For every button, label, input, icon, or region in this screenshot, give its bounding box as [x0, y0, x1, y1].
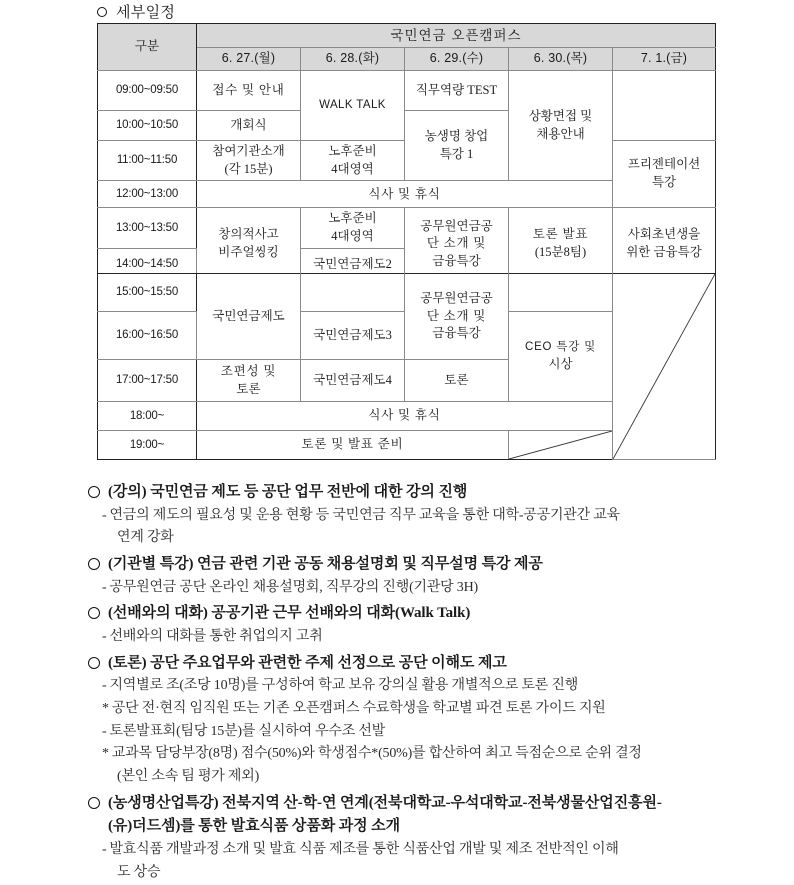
note-sub-item — [88, 505, 788, 528]
cell-line: 채용안내 — [536, 126, 585, 141]
time-cell: 14:00~14:50 — [98, 248, 197, 280]
note-heading-text: (기관별 특강) 연금 관련 기관 공동 채용설명회 및 직무설명 특강 제공 — [108, 556, 543, 573]
cell-line: 단 소개 및 — [426, 236, 487, 251]
note-block — [88, 602, 788, 648]
note-sub-text: 교과목 담당부장(8명) 점수(50%)와 학생점수*(50%)를 합산하여 최고 득점순으로 순위 결정 — [111, 746, 642, 762]
note-heading — [88, 553, 788, 577]
note-sub-text: 공단 전·현직 임직원 또는 기존 오픈캠퍼스 수료학생을 학교별 파견 토론 가이드 지원 — [111, 701, 606, 717]
note-sub-text: 선배와의 대화를 통한 취업의지 고취 — [109, 629, 323, 645]
note-sub-item — [88, 743, 788, 766]
cell-line: 상황면접 및 — [528, 108, 593, 123]
time-cell: 17:00~17:50 — [98, 360, 197, 402]
cell-line: 농생명 창업 — [424, 128, 489, 143]
cell-line: 사회초년생을 — [627, 227, 701, 242]
cell-line: 노후준비 — [328, 211, 377, 226]
cell-line: (각 15분) — [224, 161, 273, 176]
cell-tue-1700: 국민연금제도4 — [301, 360, 405, 402]
cell-line: 4대영역 — [331, 161, 374, 176]
cell-wed-1300 — [405, 208, 509, 281]
cell-line: 금융특강 — [432, 254, 481, 269]
header-cell-day-wed: 6. 29.(수) — [405, 48, 509, 71]
header-cell-day-tue: 6. 28.(화) — [301, 48, 405, 71]
note-sub-item — [88, 577, 788, 600]
cell-thu-1600 — [509, 312, 613, 402]
cell-wed-1100 — [405, 110, 509, 181]
cell-thu-situation — [509, 70, 613, 181]
time-cell: 15:00~15:50 — [98, 274, 197, 312]
header-cell-day-thu: 6. 30.(목) — [509, 48, 613, 71]
cell-wed-1700: 토론 — [405, 360, 509, 402]
time-cell: 19:00~ — [98, 431, 197, 460]
header-cell-division: 구분 — [98, 24, 197, 71]
cell-tue-1600: 국민연금제도3 — [301, 312, 405, 360]
cell-dinner-break: 식사 및 휴식 — [197, 402, 613, 431]
section-heading — [97, 1, 175, 22]
cell-discussion-prep: 토론 및 발표 준비 — [197, 431, 509, 460]
note-heading — [88, 652, 788, 676]
circle-bullet-icon — [97, 7, 107, 17]
schedule-table-afternoon — [97, 273, 716, 460]
note-heading-line2: (유)더드셈)를 통한 발효식품 상품화 과정 소개 — [108, 818, 400, 835]
cell-mon-1100 — [197, 140, 301, 181]
note-sub-text: 발효식품 개발과정 소개 및 발효 식품 제조를 통한 식품산업 개발 및 제조 전반적인 이해 — [109, 842, 619, 858]
cell-line: 공무원연금공 — [420, 218, 493, 233]
dash-marker-icon: - — [102, 579, 107, 595]
asterisk-marker-icon: * — [102, 701, 109, 717]
cell-mon-0900: 접수 및 안내 — [197, 70, 301, 110]
circle-bullet-icon — [88, 558, 100, 570]
dash-marker-icon: - — [102, 723, 107, 739]
cell-thu-1300 — [509, 208, 613, 281]
diagonal-strike-icon — [509, 431, 612, 459]
note-block — [88, 553, 788, 599]
cell-lunch-break: 식사 및 휴식 — [197, 181, 613, 208]
schedule-table-morning — [97, 23, 716, 282]
table-header-row-group — [98, 24, 716, 48]
cell-fri-empty-top — [613, 70, 716, 140]
note-sub-item — [88, 698, 788, 721]
cell-mon-1300 — [197, 208, 301, 281]
note-block — [88, 792, 788, 885]
table-row — [98, 274, 716, 312]
cell-mon-1700 — [197, 360, 301, 402]
dash-marker-icon: - — [102, 507, 107, 523]
cell-line: 특강 — [651, 175, 677, 190]
note-block — [88, 652, 788, 789]
cell-line: 노후준비 — [328, 143, 377, 158]
note-heading-text: (강의) 국민연금 제도 등 공단 업무 전반에 대한 강의 진행 — [108, 484, 468, 500]
cell-line: 비주얼씽킹 — [218, 245, 279, 260]
circle-bullet-icon — [88, 607, 100, 619]
cell-line: 위한 금융특강 — [626, 245, 702, 260]
header-cell-group-title: 국민연금 오픈캠퍼스 — [197, 24, 716, 48]
cell-mon-1000: 개회식 — [197, 110, 301, 140]
cell-line: 시상 — [548, 356, 573, 371]
cell-line: 참여기관소개 — [212, 143, 285, 158]
section-heading-label: 세부일정 — [116, 5, 176, 21]
note-sub-item — [88, 721, 788, 744]
diagonal-strike-icon — [613, 274, 715, 459]
note-heading-text: (선배와의 대화) 공공기관 근무 선배와의 대화(Walk Talk) — [108, 605, 471, 622]
cell-tue-1300 — [301, 208, 405, 249]
cell-line: 단 소개 및 — [426, 308, 487, 323]
note-heading — [88, 602, 788, 626]
cell-line: 특강 1 — [439, 146, 474, 161]
cell-tue-1400: 국민연금제도2 — [301, 248, 405, 280]
notes-list — [88, 478, 788, 885]
note-sub-text: 지역별로 조(조당 10명)를 구성하여 학교 보유 강의실 활용 개별적으로 토론 진행 — [109, 678, 579, 694]
cell-fri-presentation — [613, 140, 716, 208]
dash-marker-icon: - — [102, 678, 107, 694]
cell-tue-walk-talk: WALK TALK — [301, 70, 405, 140]
note-sub-text: 연금의 제도의 필요성 및 운용 현황 등 국민연금 직무 교육을 통한 대학-공공기관간 교육 — [109, 507, 620, 523]
note-continuation: 연계 강화 — [117, 530, 174, 546]
cell-line: 창의적사고 — [218, 227, 279, 242]
note-heading-text: (토론) 공단 주요업무와 관련한 주제 선정으로 공단 이해도 제고 — [108, 654, 507, 671]
circle-bullet-icon — [88, 486, 100, 498]
cell-thu-1500-empty — [509, 274, 613, 312]
cell-tue-1100 — [301, 140, 405, 181]
time-cell: 09:00~09:50 — [98, 70, 197, 110]
time-cell: 18:00~ — [98, 402, 197, 431]
time-cell: 11:00~11:50 — [98, 140, 197, 181]
time-cell: 12:00~13:00 — [98, 181, 197, 208]
cell-line: 공무원연금공 — [420, 290, 493, 305]
cell-line: 프리젠테이션 — [627, 157, 701, 172]
time-cell: 16:00~16:50 — [98, 312, 197, 360]
note-sub-item — [88, 675, 788, 698]
note-sub-text: 토론발표회(팀당 15분)를 실시하여 우수조 선발 — [109, 723, 386, 739]
cell-line: CEO 특강 및 — [524, 341, 597, 354]
dash-marker-icon: - — [102, 629, 107, 645]
table-row — [98, 70, 716, 110]
circle-bullet-icon — [88, 797, 100, 809]
cell-thu-1900-unused-diagonal — [509, 431, 613, 460]
cell-line: 4대영역 — [331, 229, 374, 244]
cell-mon-1500: 국민연금제도 — [197, 274, 301, 360]
cell-wed-1500 — [405, 274, 509, 360]
note-heading — [88, 792, 788, 839]
dash-marker-icon: - — [102, 842, 107, 858]
header-cell-day-fri: 7. 1.(금) — [613, 48, 716, 71]
note-continuation: (본인 소속 팀 평가 제외) — [117, 769, 260, 785]
note-block — [88, 481, 788, 550]
cell-line: 조편성 및 — [220, 363, 277, 378]
note-heading — [88, 481, 788, 505]
cell-line: (15분8팀) — [534, 245, 587, 260]
cell-line: 토론 — [236, 381, 261, 396]
cell-fri-1300 — [613, 208, 716, 281]
cell-tue-1500-empty — [301, 274, 405, 312]
note-sub-item — [88, 626, 788, 649]
table-row — [98, 208, 716, 249]
note-continuation: 도 상승 — [117, 864, 161, 880]
cell-line: 토론 발표 — [532, 227, 589, 242]
note-heading-text — [108, 792, 788, 839]
note-heading-line1: (농생명산업특강) 전북지역 산-학-연 연계(전북대학교-우석대학교-전북생물산업진흥원- — [108, 794, 662, 811]
header-cell-day-mon: 6. 27.(월) — [197, 48, 301, 71]
time-cell: 13:00~13:50 — [98, 208, 197, 249]
cell-wed-0900: 직무역량 TEST — [405, 70, 509, 110]
time-cell: 10:00~10:50 — [98, 110, 197, 140]
cell-fri-unused-diagonal — [613, 274, 716, 460]
asterisk-marker-icon: * — [102, 746, 109, 762]
cell-line: 금융특강 — [432, 326, 481, 341]
note-sub-item — [88, 839, 788, 862]
circle-bullet-icon — [88, 657, 100, 669]
note-sub-text: 공무원연금 공단 온라인 채용설명회, 직무강의 진행(기관당 3H) — [109, 579, 478, 595]
